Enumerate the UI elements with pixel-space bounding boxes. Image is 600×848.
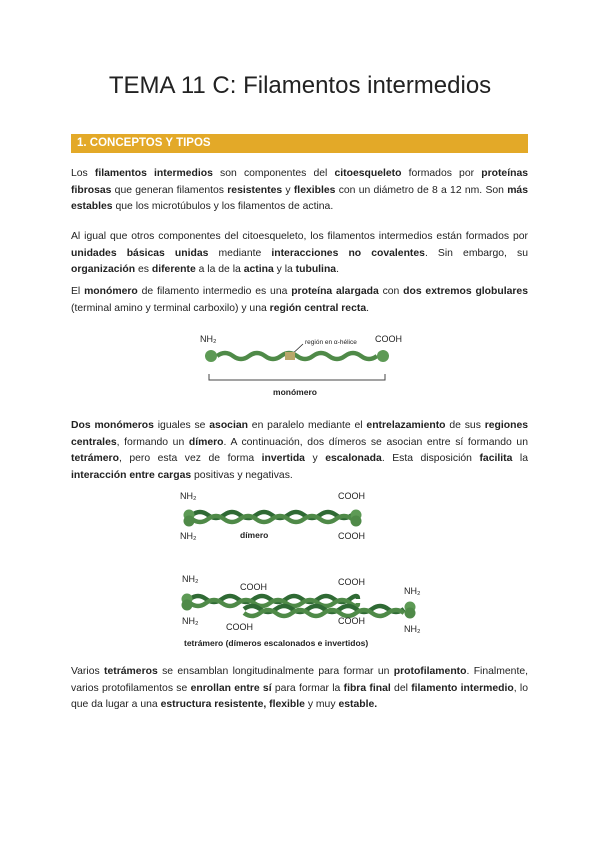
- tet-cooh-b: COOH: [338, 577, 365, 587]
- tet-cooh-d: COOH: [338, 616, 365, 626]
- monomer-figure: [195, 328, 425, 400]
- bold-term: organización: [71, 264, 136, 276]
- text-run: a la de la: [195, 264, 244, 276]
- bold-term: proteínas fibrosas: [71, 168, 529, 196]
- text-run: , lo que da lugar a una: [71, 682, 529, 711]
- bold-term: escalonada: [325, 453, 382, 465]
- bold-term: facilita: [479, 453, 513, 465]
- bold-term: dímero: [188, 436, 224, 448]
- text-run: positivas y negativas.: [191, 469, 293, 481]
- helix-region: [285, 352, 295, 360]
- tet-cooh-a: COOH: [240, 582, 267, 592]
- text-run: El: [71, 286, 85, 297]
- text-run: , pero esta vez de forma: [118, 453, 262, 465]
- bold-term: interacción entre cargas: [71, 469, 192, 481]
- bold-term: regiones centrales: [71, 420, 529, 448]
- bold-term: diferente: [151, 264, 196, 276]
- text-run: y muy: [304, 699, 339, 711]
- dimer-nh2-top: NH₂: [180, 491, 197, 501]
- bold-term: asocian: [209, 420, 248, 431]
- bold-term: entrelazamiento: [366, 420, 446, 431]
- text-run: de sus: [445, 420, 485, 431]
- tet-cooh-c: COOH: [226, 622, 253, 632]
- tet-nh2-b: NH₂: [404, 586, 421, 596]
- bold-term: monómero: [84, 286, 138, 297]
- nh2-label: NH₂: [200, 334, 217, 344]
- bold-term: filamentos intermedios: [94, 168, 213, 179]
- paragraph-5: [71, 664, 528, 714]
- bold-term: invertida: [261, 453, 305, 465]
- text-run: . A continuación, dos dímeros se asocian entre sí formando un: [223, 436, 528, 448]
- bold-term: región central recta: [269, 302, 367, 314]
- text-run: iguales se: [153, 420, 210, 431]
- bold-term: fibra final: [343, 682, 391, 694]
- page-title: TEMA 11 C: Filamentos intermedios: [108, 72, 492, 99]
- text-run: . Esta disposición: [381, 453, 480, 465]
- bold-term: actina: [243, 264, 274, 276]
- bold-term: unidades básicas unidas: [71, 247, 209, 259]
- dimer-cooh-top: COOH: [338, 491, 365, 501]
- dimer-cooh-bottom: COOH: [338, 531, 365, 541]
- text-run: con un diámetro de 8 a 12 nm. Son: [335, 184, 508, 196]
- text-run: que generan filamentos: [111, 184, 228, 196]
- text-run: de filamento intermedio es una: [137, 286, 292, 297]
- tetramer-figure: [178, 572, 428, 650]
- section-heading: 1. CONCEPTOS Y TIPOS: [71, 134, 528, 153]
- text-run: Los: [71, 168, 95, 179]
- paragraph-3: [71, 284, 528, 317]
- text-run: y: [304, 453, 326, 465]
- bold-term: flexibles: [293, 184, 336, 196]
- dimer-caption: dímero: [240, 530, 269, 540]
- paragraph-4: [71, 418, 528, 484]
- text-run: que los microtúbulos y los filamentos de actina.: [112, 201, 334, 213]
- text-run: es: [135, 264, 152, 276]
- text-run: y: [282, 184, 294, 196]
- text-run: son componentes del: [212, 168, 335, 179]
- dimer-figure: [178, 488, 398, 544]
- globule-left: [205, 350, 217, 362]
- bold-term: tetrámeros: [104, 666, 158, 677]
- bold-term: tetrámero: [71, 453, 119, 465]
- text-run: . Sin embargo, su: [424, 247, 529, 259]
- paragraph-1: [71, 166, 528, 216]
- tet-nh2-d: NH₂: [404, 624, 421, 634]
- bold-term: protofilamento: [393, 666, 467, 677]
- bold-term: filamento intermedio: [411, 682, 514, 694]
- monomer-strand: [217, 353, 377, 359]
- text-run: para formar la: [271, 682, 344, 694]
- bracket: [209, 374, 385, 380]
- globule-right: [377, 350, 389, 362]
- tetramer-caption: tetrámero (dímeros escalonados e invertidos): [184, 638, 369, 648]
- text-run: (terminal amino y terminal carboxilo) y una: [71, 302, 270, 314]
- region-label: región en α-hélice: [305, 339, 357, 346]
- bold-term: interacciones no covalentes: [271, 247, 425, 259]
- text-run: . Finalmente, varios protofilamentos se: [71, 666, 528, 694]
- bold-term: Dos monómeros: [71, 420, 154, 431]
- monomer-caption: monómero: [273, 387, 317, 397]
- text-run: y la: [273, 264, 296, 276]
- bold-term: citoesqueleto: [334, 168, 402, 179]
- text-run: .: [366, 302, 369, 314]
- tet-nh2-c: NH₂: [182, 616, 199, 626]
- text-run: formados por: [401, 168, 482, 179]
- bold-term: tubulina: [295, 264, 337, 276]
- text-run: mediante: [208, 247, 272, 259]
- bold-term: estable.: [338, 699, 378, 711]
- tet-nh2-a: NH₂: [182, 574, 199, 584]
- bold-term: estructura resistente, flexible: [160, 699, 305, 711]
- paragraph-2: [71, 229, 528, 279]
- text-run: del: [390, 682, 412, 694]
- text-run: Varios: [71, 666, 105, 677]
- bold-term: dos extremos globulares: [403, 286, 528, 297]
- bold-term: más estables: [71, 184, 528, 213]
- dimer-nh2-bottom: NH₂: [180, 531, 197, 541]
- text-run: se ensamblan longitudinalmente para formar un: [157, 666, 394, 677]
- text-run: Al igual que otros componentes del citoesqueleto, los filamentos intermedios están formados por: [71, 231, 528, 242]
- text-run: con: [378, 286, 404, 297]
- text-run: en paralelo mediante el: [247, 420, 367, 431]
- cooh-label: COOH: [375, 334, 402, 344]
- text-run: .: [336, 264, 339, 276]
- bold-term: resistentes: [227, 184, 283, 196]
- bold-term: enrollan entre sí: [190, 682, 272, 694]
- bold-term: proteína alargada: [291, 286, 379, 297]
- text-run: la: [512, 453, 528, 465]
- text-run: , formando un: [116, 436, 189, 448]
